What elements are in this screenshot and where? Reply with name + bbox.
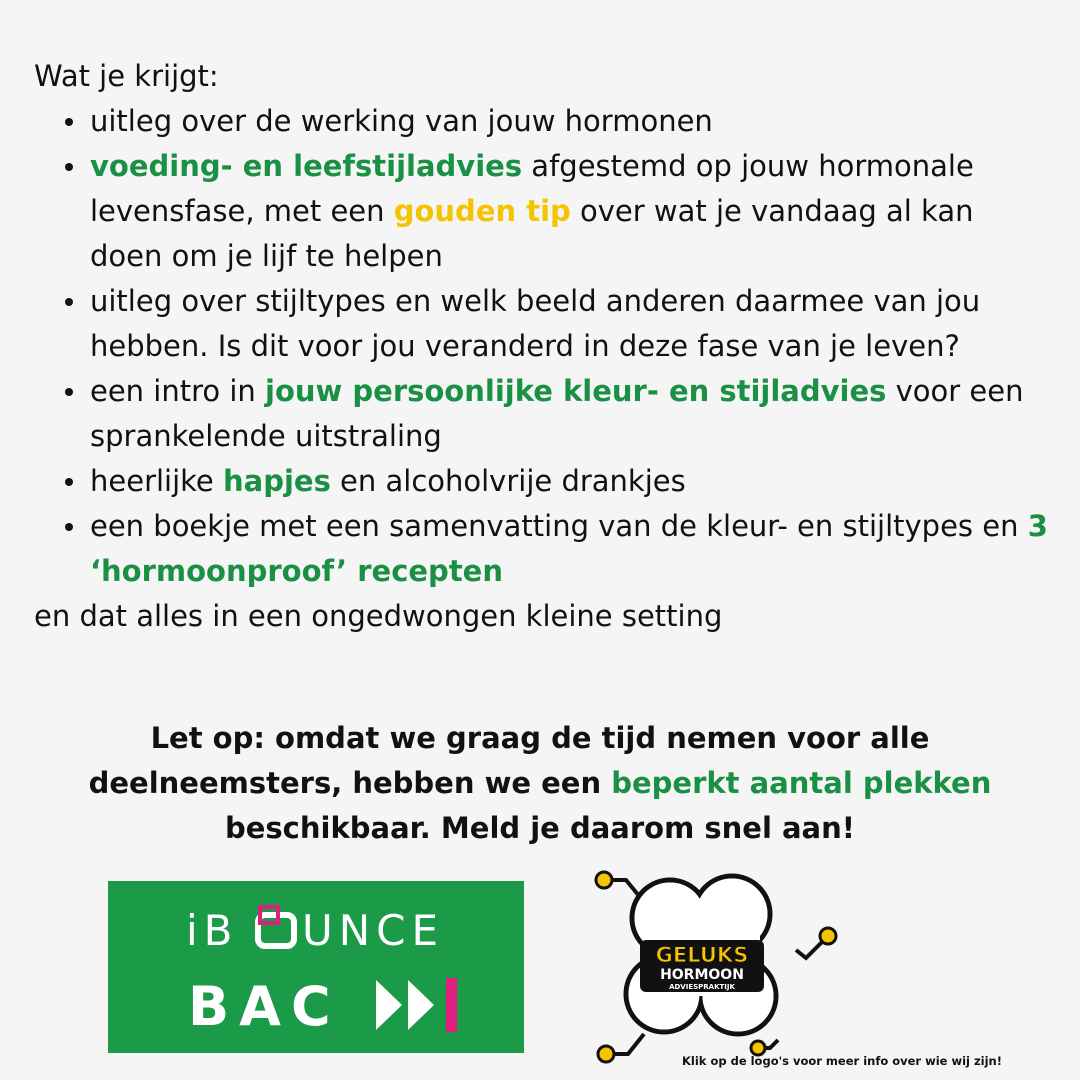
list-item-text: voor een sprankelende uitstraling [90, 374, 1024, 453]
list-item-text: heerlijke [90, 464, 223, 498]
benefits-list [34, 99, 1054, 594]
list-item [90, 459, 1054, 504]
list-item-text: uitleg over stijltypes en welk beeld anderen daarmee van jou hebben. Is dit voor jou veranderd in deze fase van je leven? [90, 284, 981, 363]
list-item-text: afgestemd op jouw hormonale levensfase, met een [90, 149, 974, 228]
play-arrow-icon-2 [408, 980, 434, 1030]
notice-after: beschikbaar. Meld je daarom snel aan! [224, 811, 855, 845]
highlight-text: 3 ‘hormoonproof’ recepten [90, 509, 1048, 588]
list-item-text: en alcoholvrije drankjes [330, 464, 686, 498]
geluks-hormoon-logo-link[interactable] [592, 858, 842, 1068]
ibounce-bac-logo-link[interactable] [108, 881, 524, 1053]
list-item [90, 279, 1054, 369]
list-item-text: een intro in [90, 374, 265, 408]
content-block [34, 54, 1054, 639]
logos-caption: Klik op de logo's voor meer info over wie wij zijn! [682, 1054, 1002, 1068]
ibounce-text-b: UNCE [302, 906, 445, 955]
highlight-text: voeding- en leefstijladvies [90, 149, 523, 183]
outro-text: en dat alles in een ongedwongen kleine setting [34, 599, 723, 633]
highlight-text: jouw persoonlijke kleur- en stijladvies [265, 374, 887, 408]
geluks-logo-graphic [592, 858, 842, 1068]
list-item [90, 369, 1054, 459]
geluks-text: GELUKS [655, 943, 749, 967]
list-item-text: over wat je vandaag al kan doen om je lijf te helpen [90, 194, 974, 273]
hormoon-text: HORMOON [660, 967, 744, 983]
adviespraktijk-text: ADVIESPRAKTIJK [669, 983, 735, 991]
ibounce-text-a: iB [186, 906, 239, 955]
ibounce-logo-graphic [108, 881, 524, 1053]
list-item [90, 144, 1054, 279]
list-item-text: uitleg over de werking van jouw hormonen [90, 104, 713, 138]
highlight-text: hapjes [222, 464, 331, 498]
highlight-text: gouden tip [393, 194, 571, 228]
pink-bar [446, 978, 457, 1032]
list-item [90, 504, 1054, 594]
notice-text [40, 716, 1040, 851]
notice-before: Let op: omdat we graag de tijd nemen voor alle deelneemsters, hebben we een [88, 721, 930, 800]
list-item-text: een boekje met een samenvatting van de kleur- en stijltypes en [90, 509, 1028, 543]
bac-text: BAC [188, 975, 341, 1038]
list-item [90, 99, 1054, 144]
play-arrow-icon [376, 980, 402, 1030]
notice-highlight: beperkt aantal plekken [611, 766, 992, 800]
intro-heading: Wat je krijgt: [34, 59, 219, 93]
